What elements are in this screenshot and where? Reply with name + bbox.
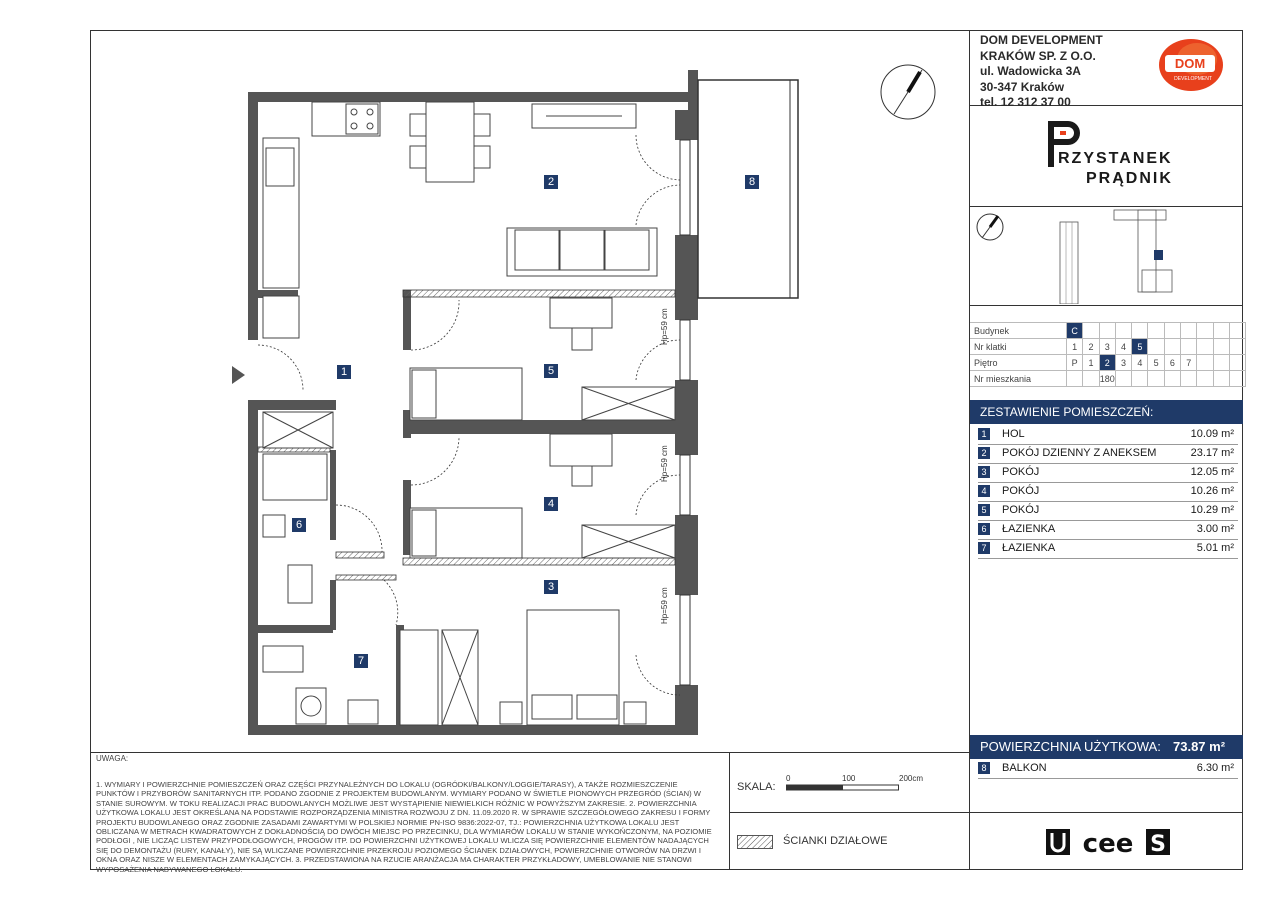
scale-bar (786, 784, 906, 792)
dom-logo-subtext: DEVELOPMENT (1174, 76, 1212, 82)
window-sill-label: Hp=59 cm (660, 445, 669, 482)
scale-label: SKALA: (737, 781, 776, 793)
room-name: HOL (1002, 428, 1025, 440)
budynek-row (970, 323, 1246, 339)
plan-room-label: 6 (292, 518, 306, 532)
usable-area-value: 73.87 m² (1173, 739, 1226, 754)
room-name: ŁAZIENKA (1002, 523, 1056, 535)
room-row (978, 444, 1238, 464)
klatka-cell: 1 (1067, 339, 1083, 355)
bathroom6-fixtures (263, 412, 333, 603)
room-area: 10.26 m² (1190, 485, 1234, 497)
kitchen-fixtures (263, 102, 380, 338)
svg-text:cee: cee (1082, 829, 1134, 857)
legend-label: ŚCIANKI DZIAŁOWE (783, 835, 888, 847)
company-street: ul. Wadowicka 3A (980, 64, 1081, 78)
room-name: POKÓJ (1002, 485, 1040, 497)
scale-tick-0: 0 (786, 774, 791, 783)
room4-furniture (410, 434, 675, 558)
budynek-value: C (1067, 323, 1083, 339)
room-number: 4 (978, 485, 990, 497)
room-row (978, 539, 1238, 559)
budynek-label: Budynek (970, 323, 1067, 339)
klatka-cell: 3 (1099, 339, 1115, 355)
floor-plan (200, 60, 820, 750)
room3-furniture (500, 610, 646, 725)
room-area: 3.00 m² (1196, 523, 1234, 535)
plan-room-label: 3 (544, 580, 558, 594)
pietro-cell: 5 (1148, 355, 1164, 371)
logo-divider (969, 206, 1243, 207)
plan-room-label: 7 (354, 654, 368, 668)
company-phone: tel. 12 312 37 00 (980, 95, 1071, 109)
partition-wall-legend-icon (737, 835, 773, 849)
pietro-cell: 7 (1181, 355, 1197, 371)
unit-info-table (970, 322, 1246, 387)
balcony-number: 8 (978, 762, 990, 774)
pietro-cell: P (1067, 355, 1083, 371)
site-key-map (972, 208, 1240, 304)
company-city: 30-347 Kraków (980, 79, 1065, 94)
klatka-label: Nr klatki (970, 339, 1067, 355)
pietro-label: Piętro (970, 355, 1067, 371)
room-row (978, 425, 1238, 445)
usable-area-bar (970, 735, 1243, 759)
plan-room-label: 5 (544, 364, 558, 378)
plan-room-label: 8 (745, 175, 759, 189)
company-info (980, 33, 1103, 111)
plan-room-label: 4 (544, 497, 558, 511)
room-schedule-title: ZESTAWIENIE POMIESZCZEŃ: (970, 400, 1243, 424)
project-name-2: PRĄDNIK (1086, 170, 1173, 187)
notes-title: UWAGA: (96, 754, 129, 763)
room-number: 3 (978, 466, 990, 478)
company-name: DOM DEVELOPMENT (980, 33, 1103, 47)
room-name: POKÓJ (1002, 504, 1040, 516)
window-sill-label: Hp=59 cm (660, 308, 669, 345)
keymap-divider (969, 305, 1243, 306)
room5-furniture (410, 298, 675, 420)
project-name-1: RZYSTANEK (1058, 150, 1173, 167)
room-number: 2 (978, 447, 990, 459)
klatka-cell: 4 (1115, 339, 1131, 355)
pietro-cell: 1 (1083, 355, 1099, 371)
notes-text: 1. WYMIARY I POWIERZCHNIE POMIESZCZEŃ ORAZ CZĘŚCI PRZYNALEŻNYCH DO LOKALU (OGRÓDKI/BALKONY/LOGGIE/TARASY), A TAKŻE ROZMIESZCZENIE PUNKTÓW I PRZYBORÓW SANITARNYCH ITP. PODANO ZGODNIE Z PROJEKTEM BUDOWLANYM. WYMIARY PODANO W ŚWIETLE PIONOWYCH PRZEGRÓD (ŚCIAN) W STANIE SUROWYM. W TOKU REALIZACJI PRAC BUDOWLANYCH MOŻLIWE JEST WYSTĄPIENIE NIEWIELKICH RÓŻNIC W POWYŻSZYM ZAKRESIE. 2. POWIERZCHNIA UŻYTKOWA LOKALU JEST OKREŚLANA NA PODSTAWIE ROZPORZĄDZENIA MINISTRA ROZWOJU Z DN. 11.09.2020 R. W SPRAWIE SZCZEGÓŁOWEGO ZAKRESU I FORMY PROJEKTU BUDOWLANEGO ORAZ ZGODNIE ZASADAMI ZAWARTYMI W POLSKIEJ NORMIE PN-ISO 9836:2022-07, TJ.: POWIERZCHNIA UŻYTKOWA LOKALU JEST OBLICZANA W METRACH KWADRATOWYCH Z DOKŁADNOŚCIĄ DO DWÓCH MIEJSC PO PRZECINKU, DLA WYMIARÓW LOKALU W STANIE WYKOŃCZONYM, NA POZIOMIE PODŁOGI , NIE LICZĄC LISTEW PRZYPODŁOGOWYCH, PROGÓW ITP. DO POWIERZCHNI UŻYTKOWEJ LOKALU WLICZA SIĘ POWIERZCHNIE ELEMENTÓW NADAJĄCYCH SIĘ DO DEMONTAŻU (RURY, KANAŁY), NIE SĄ WLICZANE POWIERZCHNIE PRZEKROJU POZIOMEGO ŚCIANEK DZIAŁOWYCH, POWIERZCHNIE OTWORÓW NA DRZWI I OKNA ORAZ NISZE W ELEMENTACH ZAMYKAJĄCYCH. 3. PRZEDSTAWIONA NA RZUCIE ARANŻACJA MA CHARAKTER PRZYKŁADOWY, UMEBLOWANIE NIE STANOWI WYPOSAŻENIA NABYWANEGO LOKALU. (96, 780, 712, 874)
room-row (978, 482, 1238, 502)
room-name: POKÓJ DZIENNY Z ANEKSEM (1002, 447, 1157, 459)
dining-table (410, 102, 490, 182)
company-name-2: KRAKÓW SP. Z O.O. (980, 48, 1096, 63)
svg-text:S: S (1150, 832, 1166, 857)
balcony-name: BALKON (1002, 762, 1047, 774)
room-name: POKÓJ (1002, 466, 1040, 478)
mieszkanie-label: Nr mieszkania (970, 371, 1067, 387)
dom-development-logo (1157, 37, 1225, 93)
pietro-cell: 3 (1115, 355, 1131, 371)
sofa (507, 228, 657, 276)
plan-room-label: 2 (544, 175, 558, 189)
brand-divider (969, 812, 1243, 813)
pietro-cell: 4 (1132, 355, 1148, 371)
room-number: 6 (978, 523, 990, 535)
klatka-row (970, 339, 1246, 355)
scale-tick-100: 100 (842, 774, 856, 783)
balcony-row (978, 759, 1238, 779)
room-number: 5 (978, 504, 990, 516)
window-sill-label: Hp=59 cm (660, 587, 669, 624)
room-name: ŁAZIENKA (1002, 542, 1056, 554)
mieszkanie-value: 180 (1099, 371, 1115, 387)
balcony-outline (698, 80, 798, 298)
room-area: 12.05 m² (1190, 466, 1234, 478)
mieszkanie-row (970, 371, 1246, 387)
balcony-area: 6.30 m² (1196, 762, 1234, 774)
north-arrow-icon (872, 64, 944, 120)
room-number: 7 (978, 542, 990, 554)
room-row (978, 463, 1238, 483)
pietro-row (970, 355, 1246, 371)
usable-area-label: POWIERZCHNIA UŻYTKOWA: (980, 739, 1161, 754)
klatka-cell-selected: 5 (1132, 339, 1148, 355)
notes-divider (729, 752, 730, 870)
scale-divider (729, 812, 970, 813)
bathroom7-fixtures (263, 630, 478, 725)
plan-bottom-line (90, 752, 970, 753)
pietro-cell-selected: 2 (1099, 355, 1115, 371)
room-row (978, 520, 1238, 540)
room-number: 1 (978, 428, 990, 440)
scale-tick-200: 200cm (899, 774, 924, 783)
pietro-cell: 6 (1164, 355, 1180, 371)
room-area: 10.09 m² (1190, 428, 1234, 440)
entrance-arrow-icon (232, 366, 245, 384)
klatka-cell: 2 (1083, 339, 1099, 355)
uceeS-brand-logo (1046, 827, 1170, 857)
room-area: 23.17 m² (1190, 447, 1234, 459)
plan-room-label: 1 (337, 365, 351, 379)
dom-logo-text: DOM (1174, 56, 1206, 71)
room-area: 5.01 m² (1196, 542, 1234, 554)
room-area: 10.29 m² (1190, 504, 1234, 516)
room-row (978, 501, 1238, 521)
